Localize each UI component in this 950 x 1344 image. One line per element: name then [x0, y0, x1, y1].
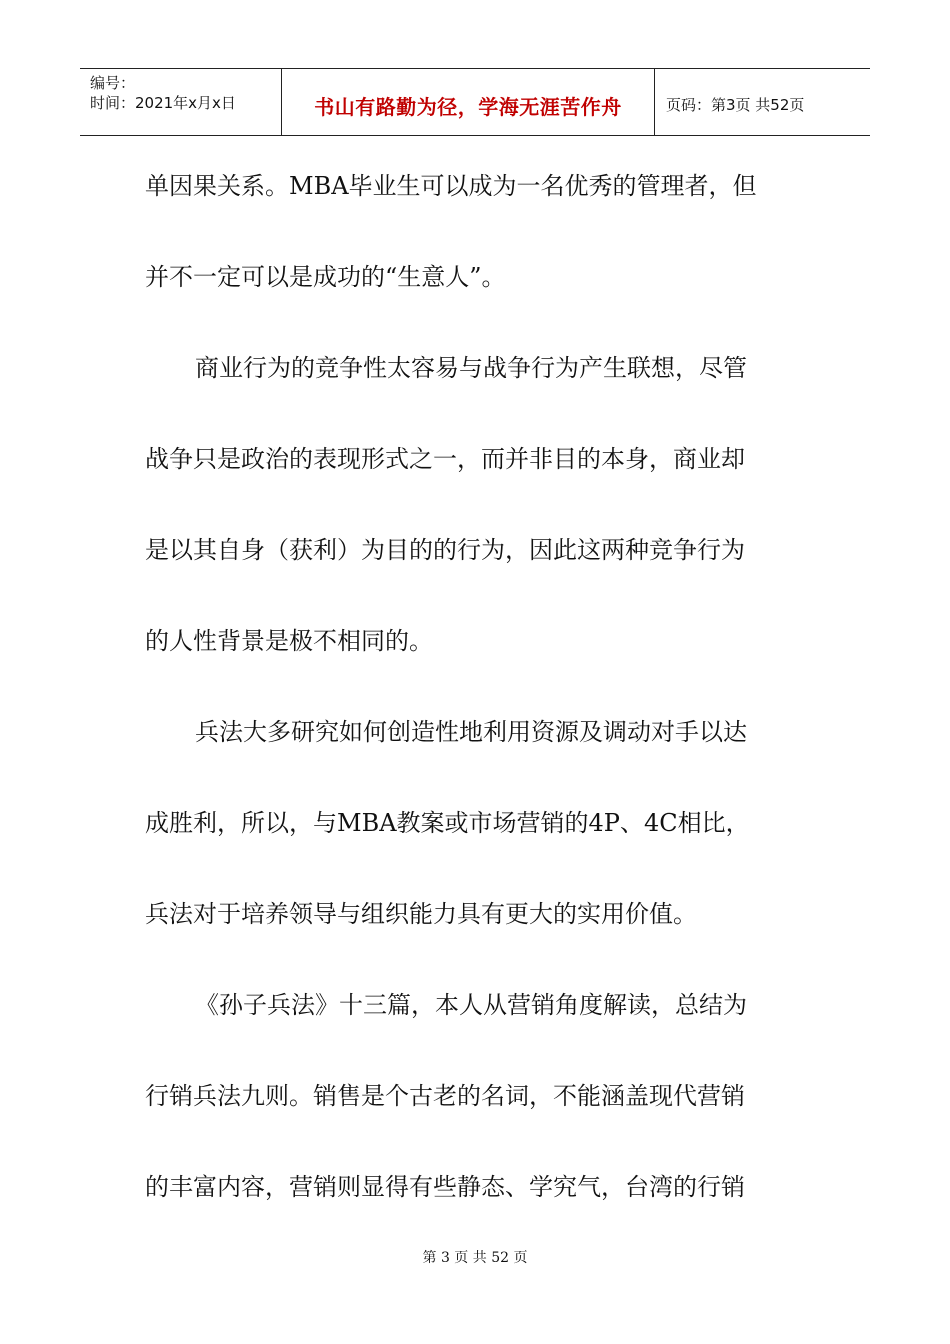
body-line [145, 938, 805, 984]
body-line [145, 1120, 805, 1166]
header-page-info: 页码：第3页 共52页 [666, 96, 805, 114]
body-line: 的人性背景是极不相同的。 [145, 627, 433, 655]
body-line [145, 1029, 805, 1075]
body-line: 商业行为的竞争性太容易与战争行为产生联想，尽管 [195, 354, 747, 382]
document-header [80, 68, 870, 136]
body-line [145, 574, 805, 620]
body-line: 兵法大多研究如何创造性地利用资源及调动对手以达 [195, 718, 747, 746]
body-line [145, 483, 805, 529]
document-body [145, 164, 805, 1211]
body-line: 的丰富内容，营销则显得有些静态、学究气，台湾的行销 [145, 1173, 745, 1201]
time-label: 时间：2021年x月x日 [90, 94, 236, 112]
body-line: 行销兵法九则。销售是个古老的名词，不能涵盖现代营销 [145, 1082, 745, 1110]
body-line: 单因果关系。MBA毕业生可以成为一名优秀的管理者，但 [145, 172, 757, 200]
header-motto: 书山有路勤为径，学海无涯苦作舟 [314, 95, 622, 119]
body-line: 并不一定可以是成功的“生意人”。 [145, 263, 506, 291]
body-line [145, 756, 805, 802]
body-line [145, 392, 805, 438]
header-divider [654, 69, 655, 135]
body-line: 《孙子兵法》十三篇，本人从营销角度解读，总结为 [195, 991, 747, 1019]
body-line [145, 210, 805, 256]
body-line [145, 847, 805, 893]
body-line: 战争只是政治的表现形式之一，而并非目的本身，商业却 [145, 445, 745, 473]
body-line: 是以其自身（获利）为目的的行为，因此这两种竞争行为 [145, 536, 745, 564]
body-line [145, 665, 805, 711]
body-line [145, 301, 805, 347]
number-label: 编号： [90, 74, 136, 92]
body-line: 成胜利，所以，与MBA教案或市场营销的4P、4C相比， [145, 809, 750, 837]
page-footer: 第 3 页 共 52 页 [422, 1250, 528, 1266]
header-meta [90, 73, 236, 113]
body-line: 兵法对于培养领导与组织能力具有更大的实用价值。 [145, 900, 697, 928]
